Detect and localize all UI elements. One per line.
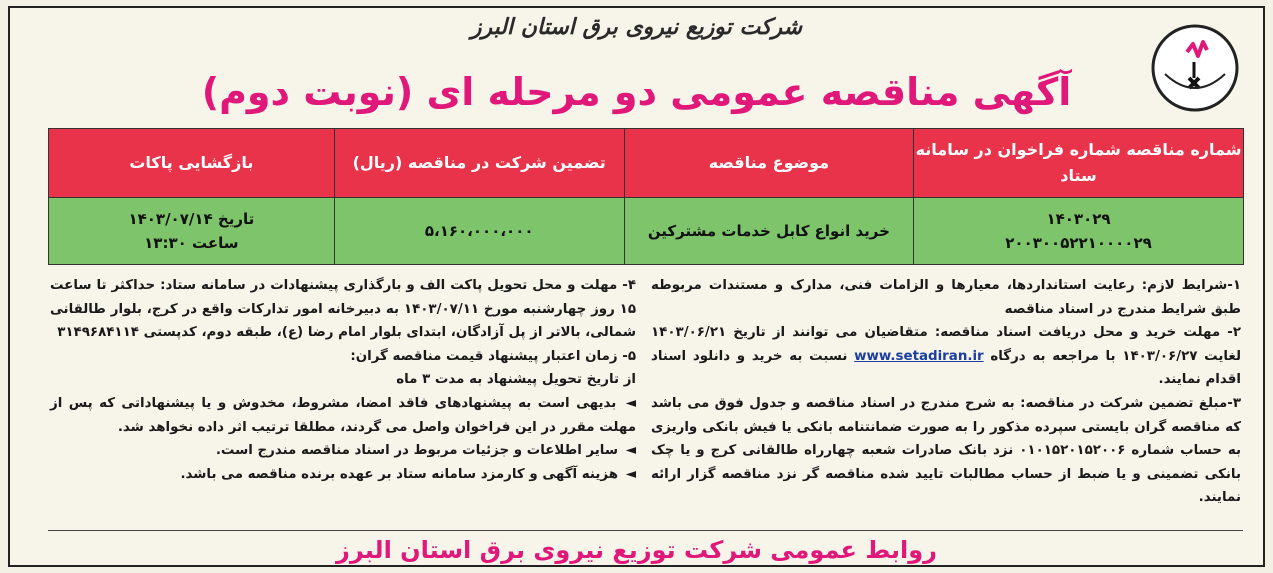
bullet-arrow-icon: ◄ <box>625 395 637 411</box>
table-header-row <box>49 129 1244 198</box>
item-5-label: ۵- زمان اعتبار پیشنهاد قیمت مناقصه گران: <box>350 348 636 364</box>
note-2 <box>50 439 636 463</box>
note-1 <box>50 392 636 439</box>
bullet-arrow-icon: ◄ <box>625 466 636 482</box>
item-2-label: ۲- مهلت خرید و محل دریافت اسناد مناقصه: <box>934 325 1241 341</box>
opening-time: ساعت ۱۳:۳۰ <box>144 234 239 252</box>
item-2-text-b: نسبت به خرید و دانلود اسناد اقدام نمایند. <box>651 348 1241 388</box>
note-2-text: سایر اطلاعات و جزئیات مربوط در اسناد مناقصه مندرج است. <box>215 443 619 459</box>
bullet-arrow-icon: ◄ <box>625 443 636 459</box>
item-1-text: رعایت استانداردها، معیارها و الزامات فنی، مدارک و مستندات مربوطه طبق شرایط مندرج در اسناد مناقصه <box>651 278 1241 317</box>
conditions-left-column <box>50 274 636 486</box>
item-5 <box>50 345 636 369</box>
cell-opening <box>49 198 335 265</box>
conditions-right-column <box>651 274 1241 510</box>
item-2 <box>651 321 1241 392</box>
item-1-label: ۱-شرایط لازم: <box>1141 278 1241 293</box>
footer-public-relations: روابط عمومی شرکت توزیع نیروی برق استان البرز <box>336 536 937 564</box>
header-tender-number: شماره مناقصه شماره فراخوان در سامانه ستاد <box>914 129 1244 198</box>
cell-guarantee: ۵،۱۶۰،۰۰۰،۰۰۰ <box>334 198 624 265</box>
header-opening: بازگشایی پاکات <box>49 129 335 198</box>
call-number: ۲۰۰۳۰۰۵۲۲۱۰۰۰۰۲۹ <box>1005 234 1152 252</box>
notice-title: آگهی مناقصه عمومی دو مرحله ای (نوبت دوم) <box>201 70 1072 114</box>
item-3 <box>651 392 1241 510</box>
cell-tender-number <box>914 198 1244 265</box>
item-4 <box>50 274 636 345</box>
header-guarantee: تضمین شرکت در مناقصه (ریال) <box>334 129 624 198</box>
item-4-label: ۴- مهلت و محل تحویل پاکت الف و بارگذاری پیشنهادات در سامانه ستاد: <box>160 278 636 293</box>
company-name-top: شرکت توزیع نیروی برق استان البرز <box>470 14 803 40</box>
note-3 <box>50 463 636 487</box>
tender-notice <box>8 6 1265 567</box>
tender-table <box>48 128 1244 265</box>
item-3-text: به شرح مندرج در اسناد مناقصه و جدول فوق می باشد که مناقصه گران بایستی سپرده مذکور را به صورت ضمانتنامه بانکی یا فیش بانکی واریزی به حساب شماره ۰۱۰۱۵۲۰۱۵۲۰۰۶ نزد بانک صادرات شعبه چهارراه طالقانی کرج و یا چک بانکی تضمینی و یا ضبط از حساب مطالبات تایید شده مناقصه گر نزد مناقصه گزار ارائه نمایند. <box>651 395 1241 506</box>
cell-subject: خرید انواع کابل خدمات مشترکین <box>624 198 913 265</box>
item-2-text-a: متقاضیان می توانند از تاریخ ۱۴۰۳/۰۶/۲۱ لغایت ۱۴۰۳/۰۶/۲۷ با مراجعه به درگاه <box>651 325 1241 364</box>
footer-divider <box>48 530 1243 531</box>
table-row <box>49 198 1244 265</box>
note-1-text: بدیهی است به پیشنهادهای فاقد امضا، مشروط، مخدوش و یا پیشنهاداتی که پس از مهلت مقرر در این فراخوان واصل می گردند، مطلقا ترتیب اثر داده نخواهد شد. <box>50 395 636 435</box>
note-3-text: هزینه آگهی و کارمزد سامانه ستاد بر عهده برنده مناقصه می باشد. <box>180 466 619 482</box>
header-subject: موضوع مناقصه <box>624 129 913 198</box>
item-1 <box>651 274 1241 321</box>
item-3-label: ۳-مبلغ تضمین شرکت در مناقصه: <box>1020 395 1241 411</box>
item-4-text: حداکثر تا ساعت ۱۵ روز چهارشنبه مورخ ۱۴۰۳/۰۷/۱۱ به دبیرخانه امور تدارکات واقع در کرج، بلوار طالقانی شمالی، بالاتر از پل آزادگان، ابتدای بلوار امام رضا (ع)، طبقه دوم، کدپستی ۳۱۴۹۶۸۴۱۱۴ <box>50 278 637 341</box>
opening-date: تاریخ ۱۴۰۳/۰۷/۱۴ <box>128 210 255 228</box>
setadiran-link[interactable]: www.setadiran.ir <box>854 348 984 364</box>
tender-number: ۱۴۰۳۰۲۹ <box>1046 210 1111 228</box>
item-5-value: از تاریخ تحویل پیشنهاد به مدت ۳ ماه <box>396 372 636 388</box>
